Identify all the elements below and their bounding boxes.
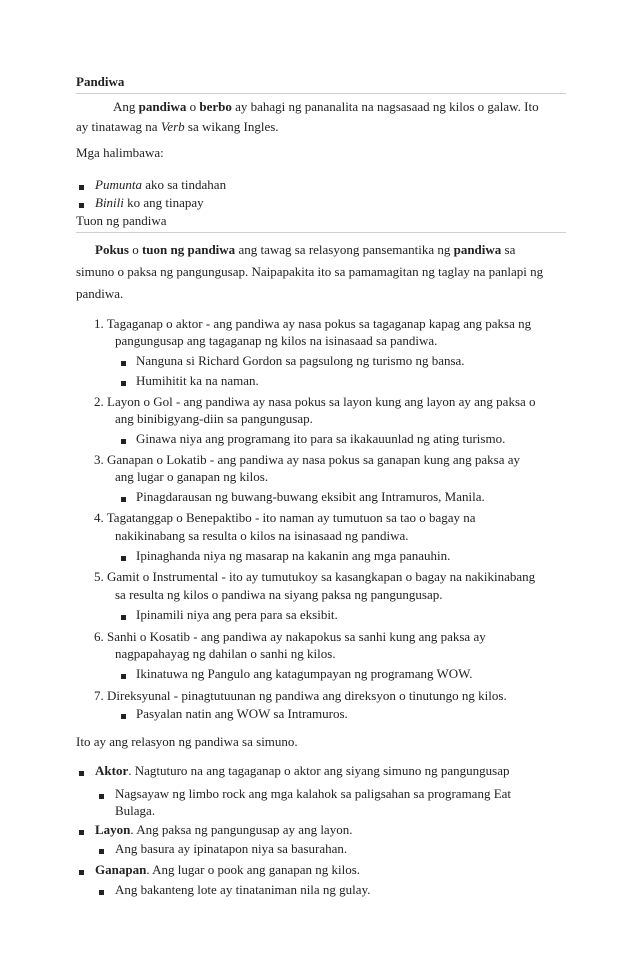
list-item-continuation: nagpapahayag ng dahilan o sanhi ng kilos. (115, 646, 336, 661)
list-item-continuation: ang binibigyang-diin sa pangungusap. (115, 411, 313, 426)
paragraph-line: ay tinatawag na Verb sa wikang Ingles. (76, 119, 279, 134)
sub-item: Ikinatuwa ng Pangulo ang katagumpayan ng programang WOW. (136, 666, 473, 681)
bullet-icon (121, 615, 126, 620)
relation-item: Aktor. Nagtuturo na ang tagaganap o aktor ang siyang simuno ng pangungusap (95, 763, 510, 778)
bullet-icon (121, 556, 126, 561)
relation-sub-item-continuation: Bulaga. (115, 803, 156, 818)
paragraph-line: Ang pandiwa o berbo ay bahagi ng pananalita na nagsasaad ng kilos o galaw. Ito (113, 99, 539, 114)
relation-sub-item: Ang basura ay ipinatapon niya sa basurahan. (115, 841, 348, 856)
example-item: Pumunta ako sa tindahan (95, 177, 227, 192)
paragraph-line: Ito ay ang relasyon ng pandiwa sa simuno. (76, 734, 298, 749)
paragraph-line: Pokus o tuon ng pandiwa ang tawag sa relasyong pansemantika ng pandiwa sa (95, 242, 516, 257)
section-heading-tuon: Tuon ng pandiwa (76, 213, 566, 233)
paragraph-line: pandiwa. (76, 286, 124, 301)
list-item-continuation: pangungusap ang tagaganap ng kilos na isinasaad sa pandiwa. (115, 333, 438, 348)
list-item-continuation: ang lugar o ganapan ng kilos. (115, 469, 269, 484)
bullet-icon (79, 203, 84, 208)
sub-item: Pasyalan natin ang WOW sa Intramuros. (136, 706, 348, 721)
bullet-icon (121, 439, 126, 444)
sub-item: Nanguna si Richard Gordon sa pagsulong ng turismo ng bansa. (136, 353, 465, 368)
examples-label: Mga halimbawa: (76, 145, 164, 160)
bullet-icon (121, 674, 126, 679)
bullet-icon (79, 870, 84, 875)
bullet-icon (121, 361, 126, 366)
list-item-continuation: nakikinabang sa resulta o kilos na isinasaad ng pandiwa. (115, 528, 409, 543)
paragraph-line: simuno o paksa ng pangungusap. Naipapakita ito sa pamamagitan ng taglay na panlapi ng (76, 264, 544, 279)
bullet-icon (121, 381, 126, 386)
sub-item: Ipinamili niya ang pera para sa eksibit. (136, 607, 338, 622)
bullet-icon (121, 714, 126, 719)
section-heading-pandiwa: Pandiwa (76, 74, 566, 94)
sub-item: Humihitit ka na naman. (136, 373, 259, 388)
sub-item: Ipinaghanda niya ng masarap na kakanin ang mga panauhin. (136, 548, 451, 563)
relation-item: Layon. Ang paksa ng pangungusap ay ang layon. (95, 822, 353, 837)
relation-sub-item: Ang bakanteng lote ay tinataniman nila ng gulay. (115, 882, 371, 897)
bullet-icon (79, 771, 84, 776)
sub-item: Pinagdarausan ng buwang-buwang eksibit ang Intramuros, Manila. (136, 489, 485, 504)
list-item: 2. Layon o Gol - ang pandiwa ay nasa pokus sa layon kung ang layon ay ang paksa o (94, 394, 536, 409)
bullet-icon (79, 830, 84, 835)
example-item: Binili ko ang tinapay (95, 195, 204, 210)
sub-item: Ginawa niya ang programang ito para sa ikakauunlad ng ating turismo. (136, 431, 506, 446)
list-item: 1. Tagaganap o aktor - ang pandiwa ay nasa pokus sa tagaganap kapag ang paksa ng (94, 316, 532, 331)
relation-sub-item: Nagsayaw ng limbo rock ang mga kalahok sa paligsahan sa programang Eat (115, 786, 512, 801)
bullet-icon (99, 794, 104, 799)
list-item: 6. Sanhi o Kosatib - ang pandiwa ay nakapokus sa sanhi kung ang paksa ay (94, 629, 486, 644)
relation-item: Ganapan. Ang lugar o pook ang ganapan ng kilos. (95, 862, 361, 877)
list-item: 5. Gamit o Instrumental - ito ay tumutukoy sa kasangkapan o bagay na nakikinabang (94, 569, 536, 584)
list-item: 3. Ganapan o Lokatib - ang pandiwa ay nasa pokus sa ganapan kung ang paksa ay (94, 452, 520, 467)
bullet-icon (79, 185, 84, 190)
bullet-icon (121, 497, 126, 502)
bullet-icon (99, 890, 104, 895)
list-item: 7. Direksyunal - pinagtutuunan ng pandiwa ang direksyon o tinutungo ng kilos. (94, 688, 507, 703)
bullet-icon (99, 849, 104, 854)
list-item-continuation: sa resulta ng kilos o pandiwa na siyang paksa ng pangungusap. (115, 587, 443, 602)
list-item: 4. Tagatanggap o Benepaktibo - ito naman ay tumutuon sa tao o bagay na (94, 510, 476, 525)
